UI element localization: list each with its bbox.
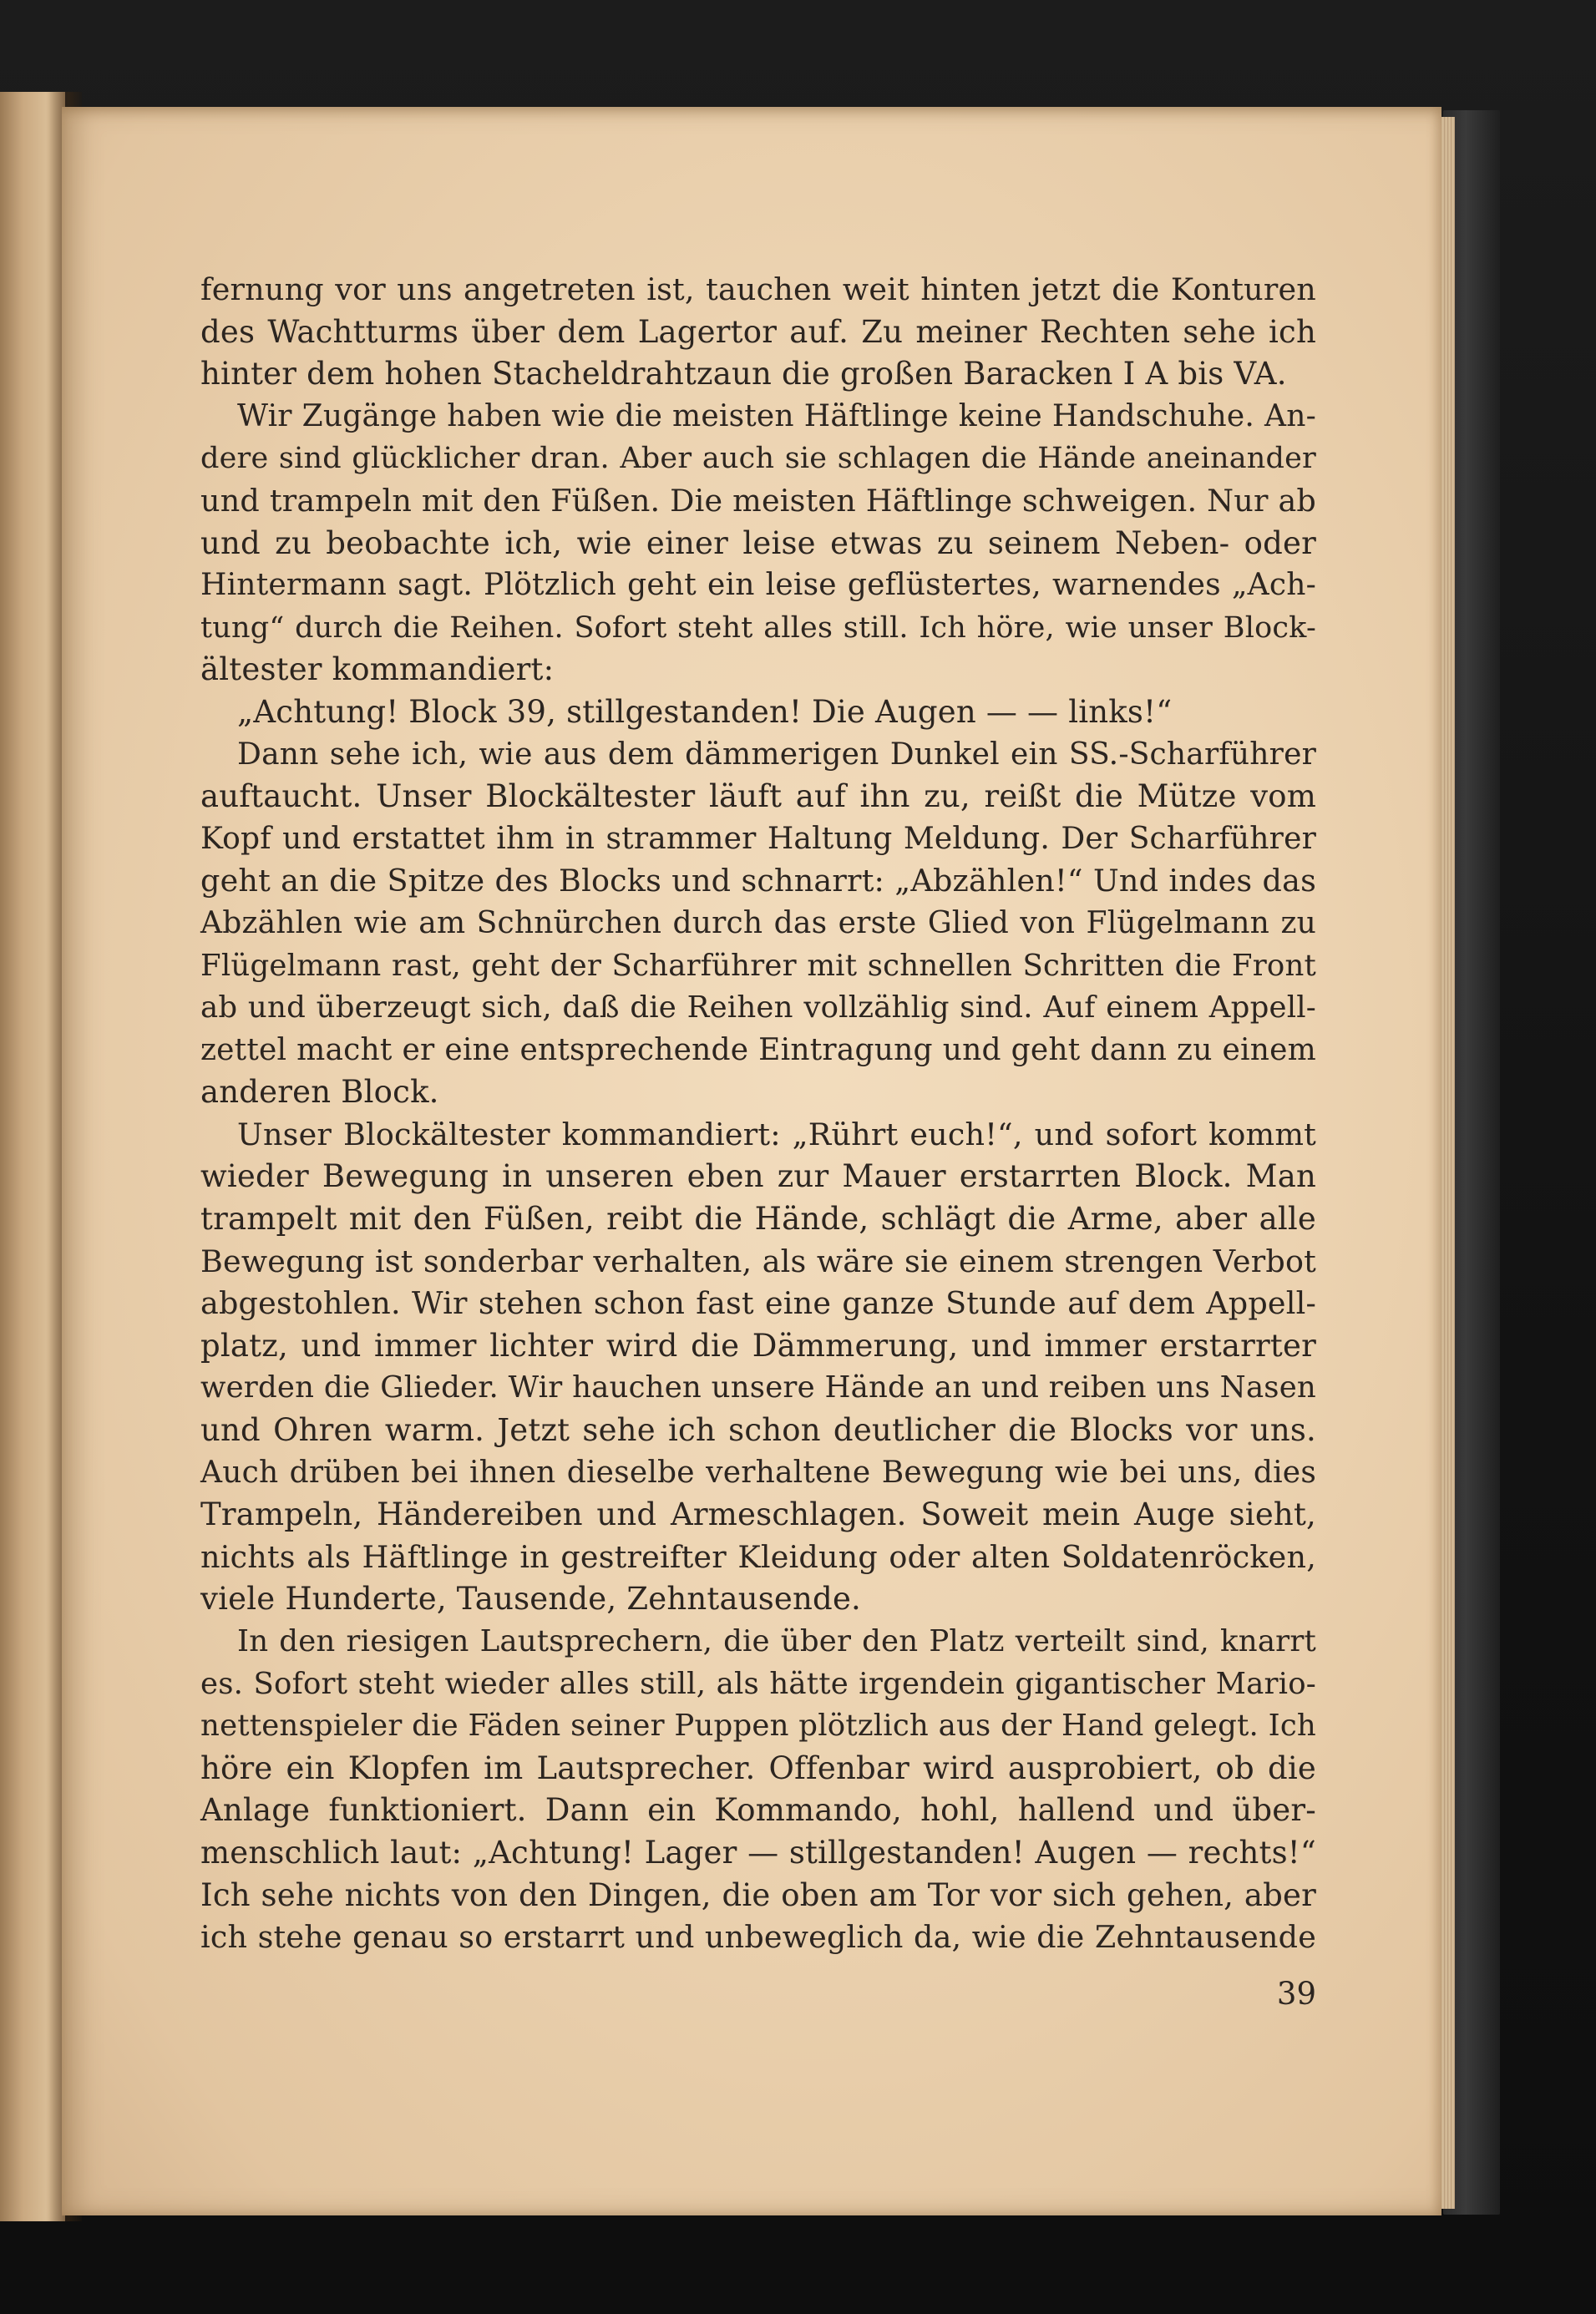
text-line: und trampeln mit den Füßen. Die meisten Häftlinge schweigen. Nur ab	[200, 482, 1316, 519]
book-page	[62, 107, 1441, 2215]
text-line: hinter dem hohen Stacheldrahtzaun die großen Baracken I A bis VA.	[200, 356, 1287, 392]
text-line: abgestohlen. Wir stehen schon fast eine ganze Stunde auf dem Appell-	[200, 1285, 1316, 1322]
text-line: nichts als Häftlinge in gestreifter Kleidung oder alten Soldatenröcken,	[200, 1538, 1316, 1575]
text-line: menschlich laut: „Achtung! Lager — stillgestanden! Augen — rechts!“	[200, 1834, 1316, 1871]
text-line: trampelt mit den Füßen, reibt die Hände, schlägt die Arme, aber alle	[200, 1201, 1316, 1238]
text-line: fernung vor uns angetreten ist, tauchen weit hinten jetzt die Konturen	[200, 271, 1316, 307]
text-line: anderen Block.	[200, 1074, 439, 1111]
text-line: es. Sofort steht wieder alles still, als hätte irgendein gigantischer Mario-	[200, 1666, 1316, 1701]
text-line: Auch drüben bei ihnen dieselbe verhaltene Bewegung wie bei uns, dies	[200, 1455, 1316, 1490]
text-line: und Ohren warm. Jetzt sehe ich schon deutlicher die Blocks vor uns.	[200, 1412, 1316, 1449]
text-line: Trampeln, Händereiben und Armeschlagen. Soweit mein Auge sieht,	[200, 1496, 1316, 1533]
text-line: Bewegung ist sonderbar verhalten, als wäre sie einem strengen Verbot	[200, 1243, 1316, 1279]
text-line: Kopf und erstattet ihm in strammer Haltung Meldung. Der Scharführer	[200, 821, 1316, 856]
text-line: Abzählen wie am Schnürchen durch das erste Glied von Flügelmann zu	[200, 905, 1316, 940]
text-line: In den riesigen Lautsprechern, die über den Platz verteilt sind, knarrt	[237, 1624, 1316, 1658]
text-line: ab und überzeugt sich, daß die Reihen vollzählig sind. Auf einem Appell-	[200, 990, 1316, 1025]
text-line: Unser Blockältester kommandiert: „Rührt euch!“, und sofort kommt	[237, 1116, 1316, 1152]
text-line: Dann sehe ich, wie aus dem dämmerigen Dunkel ein SS.-Scharführer	[237, 737, 1316, 772]
text-line: des Wachtturms über dem Lagertor auf. Zu meiner Rechten sehe ich	[200, 313, 1316, 350]
text-line: tung“ durch die Reihen. Sofort steht alles still. Ich höre, wie unser Block-	[200, 610, 1316, 645]
text-line: Flügelmann rast, geht der Scharführer mit schnellen Schritten die Front	[200, 948, 1316, 983]
text-line: auftaucht. Unser Blockältester läuft auf ihn zu, reißt die Mütze vom	[200, 778, 1316, 815]
text-line: „Achtung! Block 39, stillgestanden! Die Augen — — links!“	[237, 693, 1173, 730]
text-line: ich stehe genau so erstarrt und unbeweglich da, wie die Zehntausende	[200, 1919, 1316, 1956]
text-line: höre ein Klopfen im Lautsprecher. Offenbar wird ausprobiert, ob die	[200, 1749, 1316, 1786]
text-line: dere sind glücklicher dran. Aber auch sie schlagen die Hände aneinander	[200, 442, 1316, 476]
body-text	[200, 269, 1316, 1959]
text-line: werden die Glieder. Wir hauchen unsere Hände an und reiben uns Nasen	[200, 1370, 1316, 1405]
text-line: Anlage funktioniert. Dann ein Kommando, hohl, hallend und über-	[200, 1792, 1316, 1829]
text-line: viele Hunderte, Tausende, Zehntausende.	[200, 1581, 861, 1618]
text-line: platz, und immer lichter wird die Dämmerung, und immer erstarrter	[200, 1327, 1316, 1364]
text-line: geht an die Spitze des Blocks und schnarrt: „Abzählen!“ Und indes das	[200, 863, 1316, 899]
text-line: nettenspieler die Fäden seiner Puppen plötzlich aus der Hand gelegt. Ich	[200, 1709, 1316, 1744]
text-line: Ich sehe nichts von den Dingen, die oben am Tor vor sich gehen, aber	[200, 1876, 1316, 1913]
text-line: Hintermann sagt. Plötzlich geht ein leise geflüstertes, warnendes „Ach-	[200, 568, 1316, 603]
text-line: und zu beobachte ich, wie einer leise etwas zu seinem Neben- oder	[200, 524, 1316, 561]
text-line: zettel macht er eine entsprechende Eintragung und geht dann zu einem	[200, 1032, 1316, 1067]
text-line: ältester kommandiert:	[200, 651, 555, 688]
page-number: 39	[1276, 1976, 1316, 2012]
text-line: wieder Bewegung in unseren eben zur Mauer erstarrten Block. Man	[200, 1158, 1316, 1195]
text-line: Wir Zugänge haben wie die meisten Häftlinge keine Handschuhe. An-	[237, 398, 1316, 433]
